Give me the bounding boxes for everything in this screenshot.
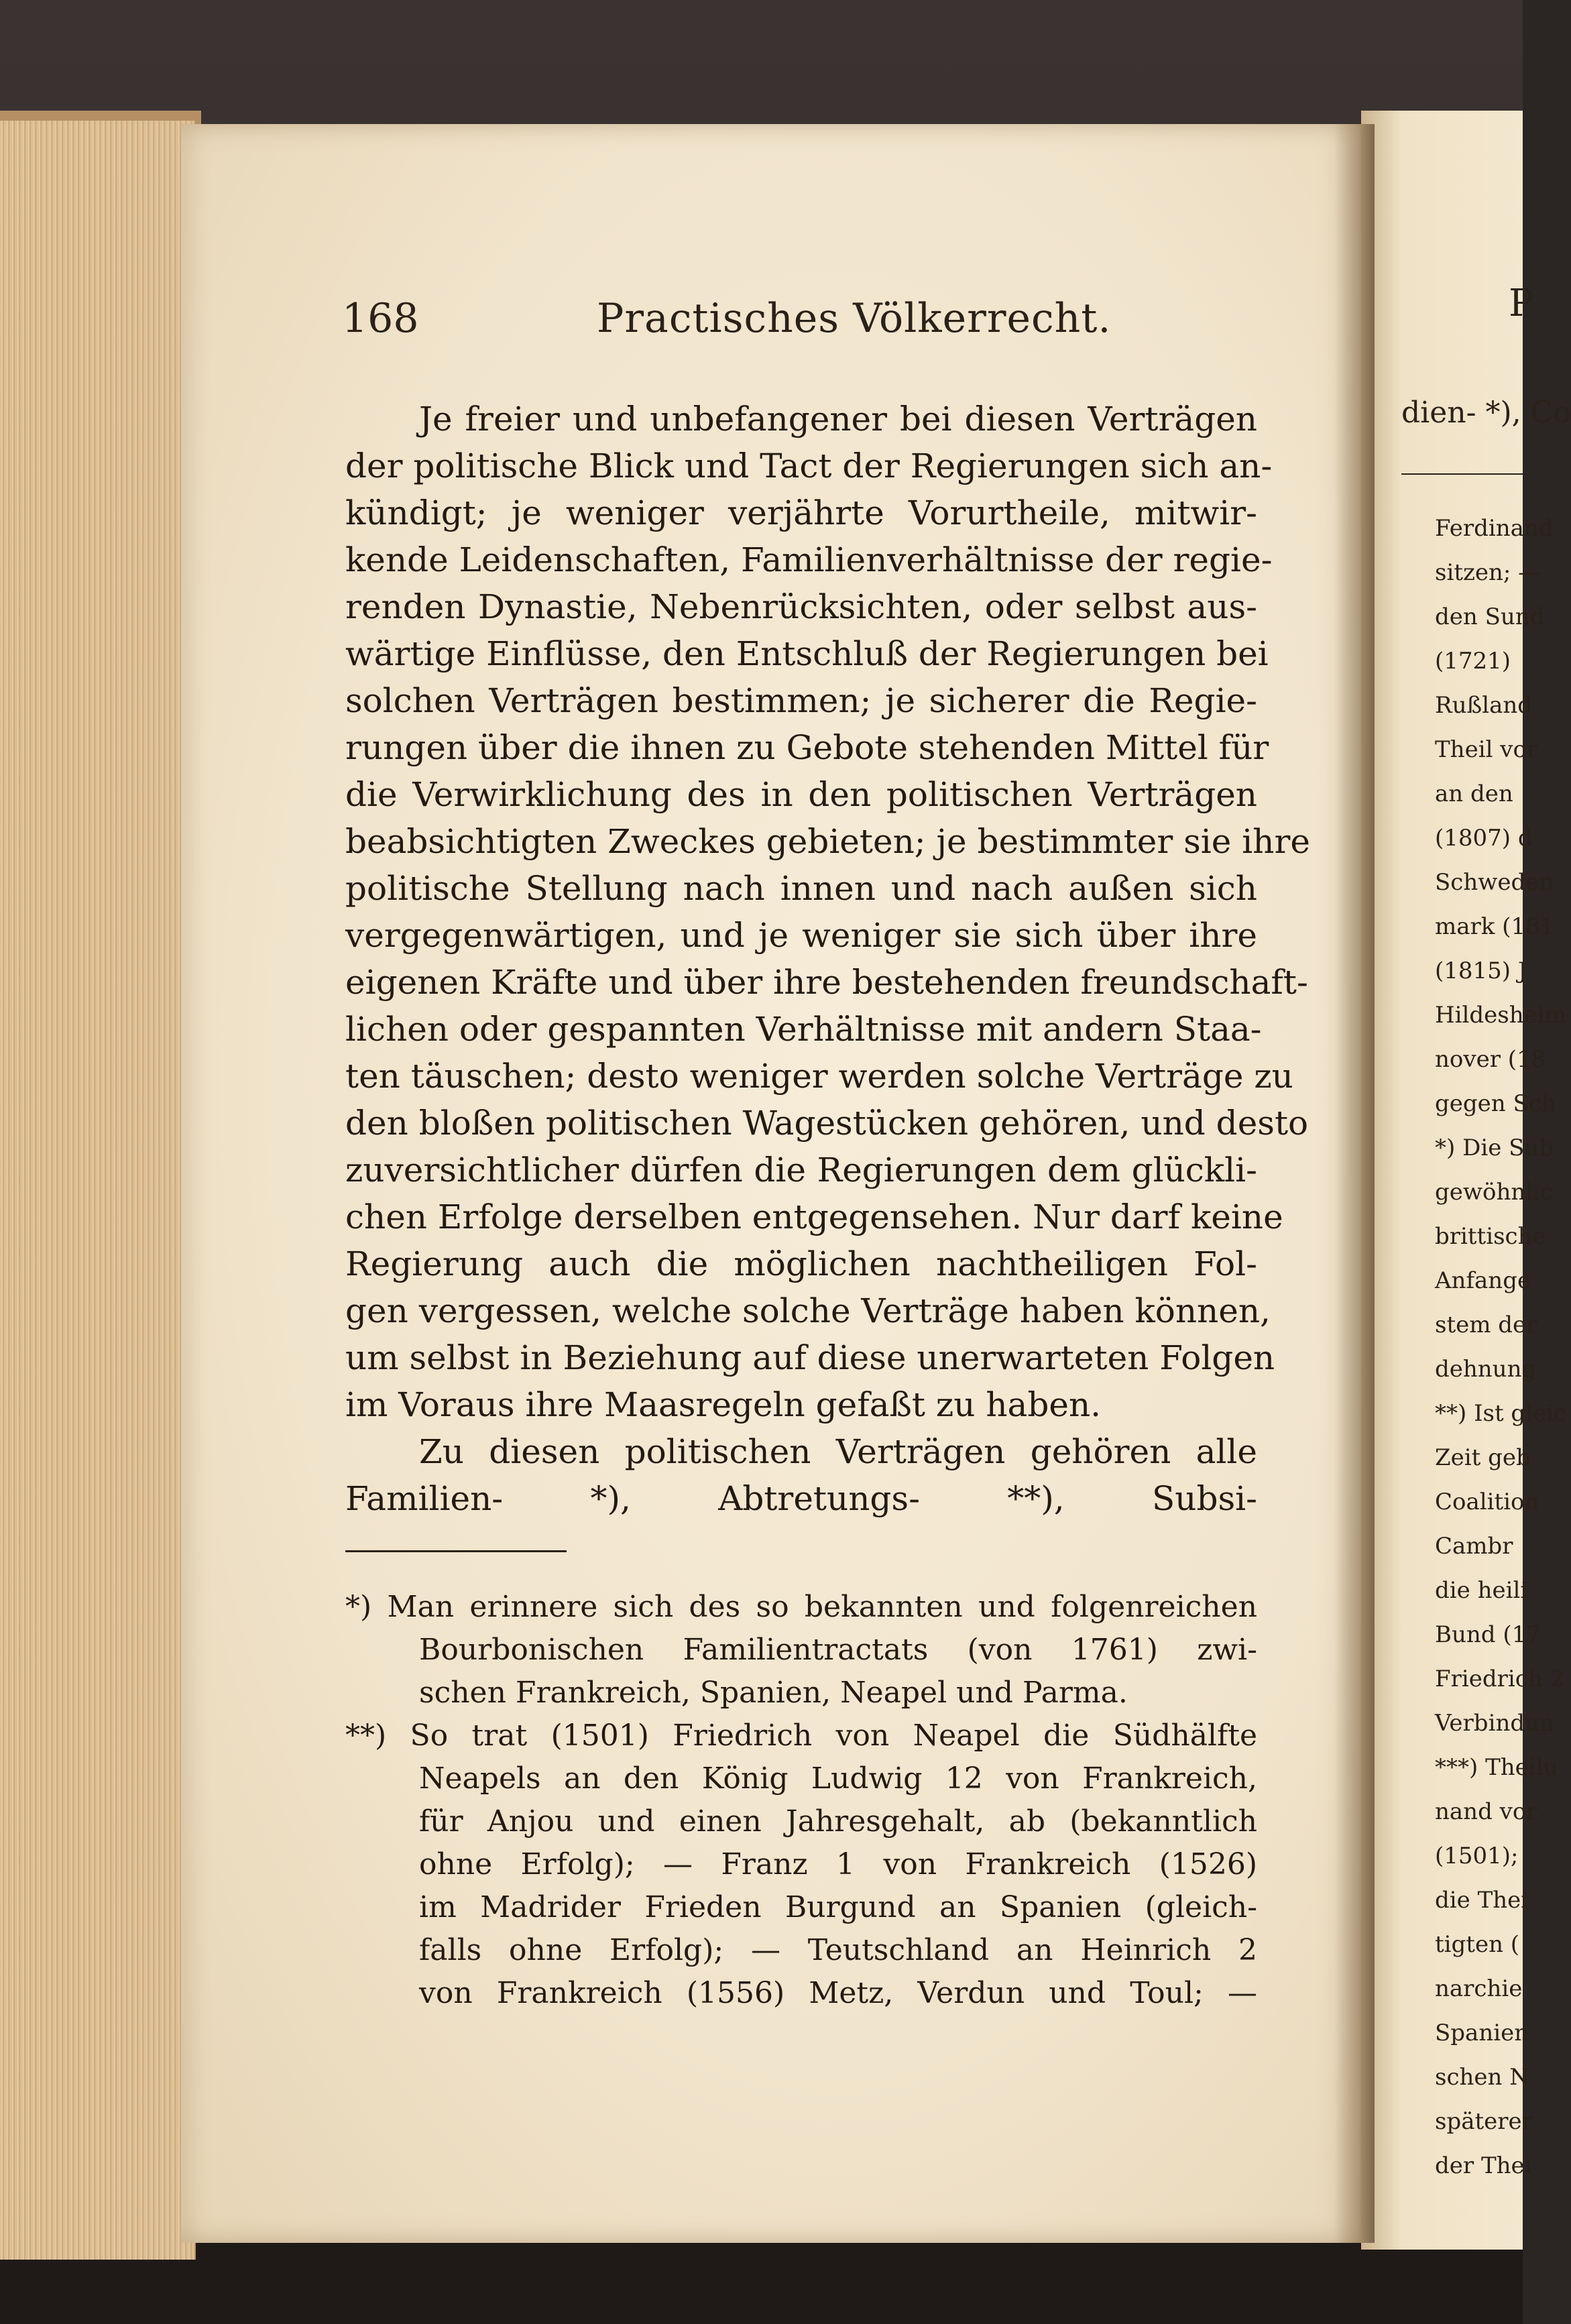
text-line: chen Erfolge derselben entgegensehen. Nur darf keine: [345, 1198, 1283, 1236]
right-page-line: Coalition: [1435, 1489, 1539, 1515]
right-page-line: Cambr: [1435, 1533, 1513, 1560]
text-line: im Voraus ihre Maasregeln gefaßt zu haben.: [345, 1385, 1102, 1424]
page-number: 168: [342, 295, 419, 342]
text-line: kündigt; je weniger verjährte Vorurtheile, mitwir-: [345, 493, 1257, 532]
footnote-line: *) Man erinnere sich des so bekannten und folgenreichen: [345, 1590, 1257, 1624]
footnote-line: für Anjou und einen Jahresgehalt, ab (bekanntlich: [419, 1804, 1257, 1839]
footnote-line: Neapels an den König Ludwig 12 von Frankreich,: [419, 1761, 1257, 1796]
running-title: Practisches Völkerrecht.: [597, 295, 1112, 342]
right-page-line: der Thei: [1435, 2152, 1532, 2179]
text-line: kende Leidenschaften, Familienverhältnisse der regie-: [345, 540, 1273, 579]
right-page-line: Zeit geb: [1435, 1444, 1531, 1471]
right-page-line: schen N: [1435, 2064, 1529, 2091]
right-page-line: Anfange: [1435, 1267, 1531, 1294]
right-page-line: sitzen; —: [1435, 559, 1541, 586]
text-line: Je freier und unbefangener bei diesen Verträgen: [419, 400, 1257, 439]
right-page-line: **) Ist gleic: [1435, 1400, 1567, 1427]
text-line: renden Dynastie, Nebenrücksichten, oder selbst aus-: [345, 587, 1257, 626]
right-page-line: (1501);: [1435, 1843, 1519, 1869]
text-line: solchen Verträgen bestimmen; je sicherer die Regie-: [345, 681, 1257, 720]
text-line: gen vergessen, welche solche Verträge haben können,: [345, 1291, 1271, 1330]
right-page-line: narchie: [1435, 1975, 1523, 2002]
text-line: Familien- *), Abtretungs- **), Subsi-: [345, 1479, 1257, 1518]
right-page-line: Friedrich 2: [1435, 1666, 1565, 1692]
right-page-line: (1807) d: [1435, 825, 1533, 852]
right-page-line: Hildesheim: [1435, 1002, 1566, 1029]
right-page-line: nover (18: [1435, 1046, 1546, 1073]
right-page-line: gegen Sch: [1435, 1090, 1556, 1117]
footnote-line: von Frankreich (1556) Metz, Verdun und Toul; —: [419, 1976, 1257, 2010]
right-page-line: gewöhnlic: [1435, 1179, 1554, 1206]
page-edge-stack: [0, 121, 196, 2260]
text-line: ten täuschen; desto weniger werden solche Verträge zu: [345, 1057, 1293, 1096]
right-page-lines: [1435, 506, 1566, 2188]
footnote-line: schen Frankreich, Spanien, Neapel und Parma.: [419, 1676, 1128, 1710]
main-text: [345, 396, 1310, 1522]
right-page-line: Ferdinand: [1435, 515, 1554, 542]
text-line: wärtige Einflüsse, den Entschluß der Regierungen bei: [345, 634, 1269, 673]
text-line: Zu diesen politischen Verträgen gehören alle: [419, 1432, 1257, 1471]
right-page-line: (1815) J: [1435, 957, 1527, 984]
footnote-line: im Madrider Frieden Burgund an Spanien (gleich-: [419, 1890, 1257, 1924]
right-page-line: brittische: [1435, 1223, 1546, 1250]
text-line: den bloßen politischen Wagestücken gehören, und desto: [345, 1104, 1309, 1143]
right-page-top-letter: P: [1509, 282, 1534, 325]
right-page-line: ***) Theilu: [1435, 1754, 1558, 1781]
footnote-line: **) So trat (1501) Friedrich von Neapel die Südhälfte: [345, 1719, 1257, 1753]
right-page-line: späterer: [1435, 2108, 1533, 2135]
right-page-line: dehnung: [1435, 1356, 1537, 1383]
right-page-line: Verbindun: [1435, 1710, 1554, 1737]
right-page-line: stem der: [1435, 1312, 1537, 1338]
footnote-line: falls ohne Erfolg); — Teutschland an Heinrich 2: [419, 1933, 1257, 1967]
right-page-rule: [1401, 473, 1523, 475]
right-page-line: tigten (: [1435, 1931, 1520, 1958]
right-page-line: die heili: [1435, 1577, 1528, 1604]
right-page-line: Schweden: [1435, 869, 1554, 896]
right-page-line: Theil vor: [1435, 736, 1538, 763]
right-page-line: an den: [1435, 780, 1513, 807]
right-page-line: die Thei: [1435, 1887, 1529, 1914]
right-page-line: mark (181: [1435, 913, 1555, 940]
book-gutter: [1334, 124, 1375, 2243]
text-line: beabsichtigten Zweckes gebieten; je bestimmter sie ihre: [345, 822, 1310, 861]
text-line: um selbst in Beziehung auf diese unerwarteten Folgen: [345, 1338, 1275, 1377]
right-page-line: *) Die Sub: [1435, 1135, 1554, 1161]
text-line: lichen oder gespannten Verhältnisse mit andern Staa-: [345, 1010, 1262, 1049]
right-page-fragment: dien- *), Co: [1401, 396, 1571, 430]
right-page-line: nand vor: [1435, 1798, 1537, 1825]
text-line: die Verwirklichung des in den politischen Verträgen: [345, 775, 1257, 814]
text-line: Regierung auch die möglichen nachtheiligen Fol-: [345, 1244, 1257, 1283]
text-line: zuversichtlicher dürfen die Regierungen dem glückli-: [345, 1151, 1257, 1189]
text-line: der politische Blick und Tact der Regierungen sich an-: [345, 447, 1273, 485]
text-line: vergegenwärtigen, und je weniger sie sich über ihre: [345, 916, 1257, 955]
right-page-line: Bund (17: [1435, 1621, 1541, 1648]
right-page-line: (1721): [1435, 648, 1511, 675]
text-line: politische Stellung nach innen und nach außen sich: [345, 869, 1257, 908]
footnote-rule: [345, 1550, 567, 1552]
footnote-line: Bourbonischen Familientractats (von 1761) zwi-: [419, 1633, 1257, 1667]
text-line: eigenen Kräfte und über ihre bestehenden freundschaft-: [345, 963, 1308, 1002]
right-page-line: Rußland: [1435, 692, 1533, 719]
right-page-line: den Sund: [1435, 603, 1545, 630]
text-line: rungen über die ihnen zu Gebote stehenden Mittel für: [345, 728, 1269, 767]
right-page-line: Spanien: [1435, 2020, 1529, 2046]
footnote-line: ohne Erfolg); — Franz 1 von Frankreich (1526): [419, 1847, 1257, 1881]
footnotes: [345, 1586, 1257, 2015]
